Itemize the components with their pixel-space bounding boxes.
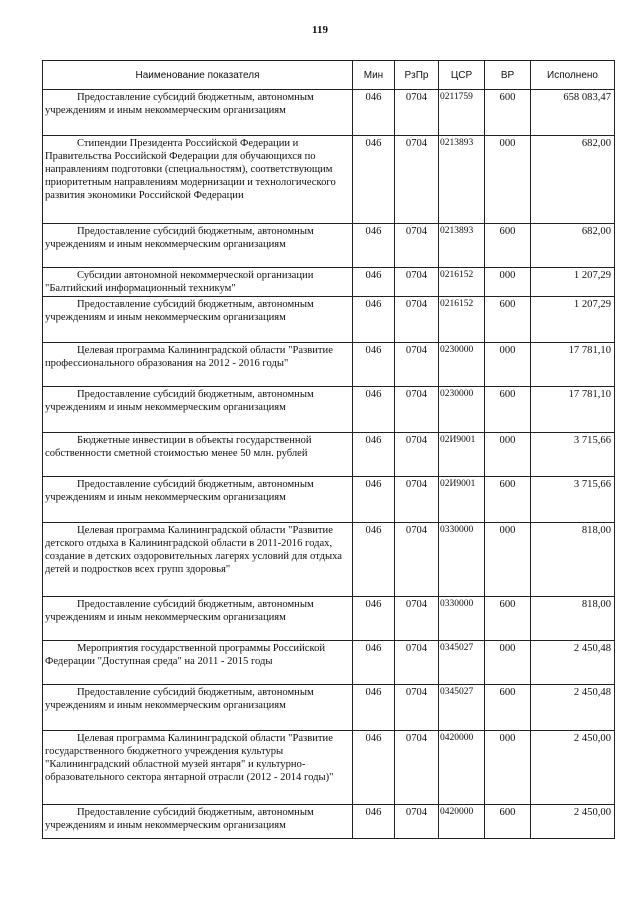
row-min: 046 [353, 343, 395, 387]
table-row [43, 477, 615, 523]
row-vr: 000 [485, 641, 531, 685]
row-name: Целевая программа Калининградской области "Развитие государственного бюджетного учреждения культуры "Калининградский областной музей янтаря" и культурно-образовательного сектора янтарной отрасли (2012 - 2014 годы)" [43, 731, 353, 805]
row-name: Предоставление субсидий бюджетным, автономным учреждениям и иным некоммерческим организациям [43, 297, 353, 343]
row-csr: 0330000 [439, 523, 485, 597]
row-csr: 0330000 [439, 597, 485, 641]
table-row [43, 268, 615, 297]
row-rzpr: 0704 [395, 731, 439, 805]
table-row [43, 90, 615, 136]
row-done: 682,00 [531, 224, 615, 268]
row-min: 046 [353, 297, 395, 343]
table-row [43, 387, 615, 433]
header-vr: ВР [485, 61, 531, 90]
row-vr: 600 [485, 90, 531, 136]
header-name: Наименование показателя [43, 61, 353, 90]
row-done: 2 450,00 [531, 731, 615, 805]
row-vr: 000 [485, 343, 531, 387]
row-rzpr: 0704 [395, 523, 439, 597]
row-done: 818,00 [531, 523, 615, 597]
table-row [43, 641, 615, 685]
row-name: Предоставление субсидий бюджетным, автономным учреждениям и иным некоммерческим организациям [43, 805, 353, 839]
row-done: 1 207,29 [531, 297, 615, 343]
row-vr: 000 [485, 136, 531, 224]
row-done: 17 781,10 [531, 387, 615, 433]
row-rzpr: 0704 [395, 343, 439, 387]
row-vr: 600 [485, 477, 531, 523]
row-min: 046 [353, 731, 395, 805]
budget-table [42, 60, 615, 839]
row-vr: 600 [485, 685, 531, 731]
row-done: 682,00 [531, 136, 615, 224]
row-rzpr: 0704 [395, 433, 439, 477]
row-csr: 02И9001 [439, 433, 485, 477]
table-row [43, 136, 615, 224]
row-min: 046 [353, 685, 395, 731]
row-rzpr: 0704 [395, 224, 439, 268]
row-vr: 600 [485, 805, 531, 839]
table-row [43, 224, 615, 268]
row-min: 046 [353, 597, 395, 641]
table-row [43, 523, 615, 597]
row-rzpr: 0704 [395, 90, 439, 136]
table-row [43, 297, 615, 343]
row-done: 818,00 [531, 597, 615, 641]
row-vr: 600 [485, 224, 531, 268]
row-name: Бюджетные инвестиции в объекты государственной собственности сметной стоимостью менее 50 млн. рублей [43, 433, 353, 477]
page-number: 119 [312, 24, 328, 36]
row-rzpr: 0704 [395, 685, 439, 731]
row-name: Стипендии Президента Российской Федерации и Правительства Российской Федерации для обучающихся по направлениям подготовки (специальностям), соответствующим приоритетным направлениям модернизации и технологического развития экономики Российской Федерации [43, 136, 353, 224]
row-name: Целевая программа Калининградской области "Развитие детского отдыха в Калининградской области в 2011-2016 годах, создание в детских оздоровительных лагерях условий для отдыха детей и подростков всех групп здоровья" [43, 523, 353, 597]
row-name: Субсидии автономной некоммерческой организации "Балтийский информационный техникум" [43, 268, 353, 297]
row-done: 658 083,47 [531, 90, 615, 136]
table-row [43, 597, 615, 641]
row-csr: 0345027 [439, 685, 485, 731]
row-csr: 0420000 [439, 805, 485, 839]
row-csr: 0216152 [439, 297, 485, 343]
table-row [43, 731, 615, 805]
row-csr: 0213893 [439, 224, 485, 268]
row-min: 046 [353, 477, 395, 523]
row-done: 1 207,29 [531, 268, 615, 297]
row-vr: 000 [485, 433, 531, 477]
row-csr: 0420000 [439, 731, 485, 805]
row-name: Предоставление субсидий бюджетным, автономным учреждениям и иным некоммерческим организациям [43, 224, 353, 268]
row-csr: 0213893 [439, 136, 485, 224]
row-rzpr: 0704 [395, 597, 439, 641]
table-row [43, 805, 615, 839]
row-rzpr: 0704 [395, 641, 439, 685]
row-csr: 0230000 [439, 343, 485, 387]
row-vr: 000 [485, 523, 531, 597]
row-done: 17 781,10 [531, 343, 615, 387]
row-done: 2 450,48 [531, 685, 615, 731]
row-done: 3 715,66 [531, 433, 615, 477]
row-name: Предоставление субсидий бюджетным, автономным учреждениям и иным некоммерческим организациям [43, 685, 353, 731]
row-rzpr: 0704 [395, 297, 439, 343]
row-csr: 0211759 [439, 90, 485, 136]
header-done: Исполнено [531, 61, 615, 90]
row-vr: 600 [485, 597, 531, 641]
table-header-row [43, 61, 615, 90]
row-min: 046 [353, 523, 395, 597]
row-vr: 000 [485, 268, 531, 297]
row-min: 046 [353, 224, 395, 268]
row-min: 046 [353, 805, 395, 839]
header-csr: ЦСР [439, 61, 485, 90]
row-done: 3 715,66 [531, 477, 615, 523]
row-vr: 000 [485, 731, 531, 805]
table-row [43, 343, 615, 387]
row-rzpr: 0704 [395, 136, 439, 224]
row-min: 046 [353, 433, 395, 477]
row-min: 046 [353, 268, 395, 297]
row-name: Мероприятия государственной программы Российской Федерации "Доступная среда" на 2011 - 2015 годы [43, 641, 353, 685]
row-rzpr: 0704 [395, 387, 439, 433]
header-min: Мин [353, 61, 395, 90]
row-min: 046 [353, 136, 395, 224]
row-done: 2 450,48 [531, 641, 615, 685]
row-vr: 600 [485, 297, 531, 343]
table-row [43, 433, 615, 477]
row-rzpr: 0704 [395, 268, 439, 297]
row-csr: 0216152 [439, 268, 485, 297]
row-min: 046 [353, 387, 395, 433]
row-name: Предоставление субсидий бюджетным, автономным учреждениям и иным некоммерческим организациям [43, 387, 353, 433]
row-name: Предоставление субсидий бюджетным, автономным учреждениям и иным некоммерческим организациям [43, 90, 353, 136]
row-rzpr: 0704 [395, 805, 439, 839]
row-csr: 0230000 [439, 387, 485, 433]
row-min: 046 [353, 641, 395, 685]
header-rzpr: РзПр [395, 61, 439, 90]
row-rzpr: 0704 [395, 477, 439, 523]
row-name: Предоставление субсидий бюджетным, автономным учреждениям и иным некоммерческим организациям [43, 597, 353, 641]
row-csr: 02И9001 [439, 477, 485, 523]
table-row [43, 685, 615, 731]
row-done: 2 450,00 [531, 805, 615, 839]
row-csr: 0345027 [439, 641, 485, 685]
row-min: 046 [353, 90, 395, 136]
row-name: Предоставление субсидий бюджетным, автономным учреждениям и иным некоммерческим организациям [43, 477, 353, 523]
row-vr: 600 [485, 387, 531, 433]
row-name: Целевая программа Калининградской области "Развитие профессионального образования на 2012 - 2016 годы" [43, 343, 353, 387]
